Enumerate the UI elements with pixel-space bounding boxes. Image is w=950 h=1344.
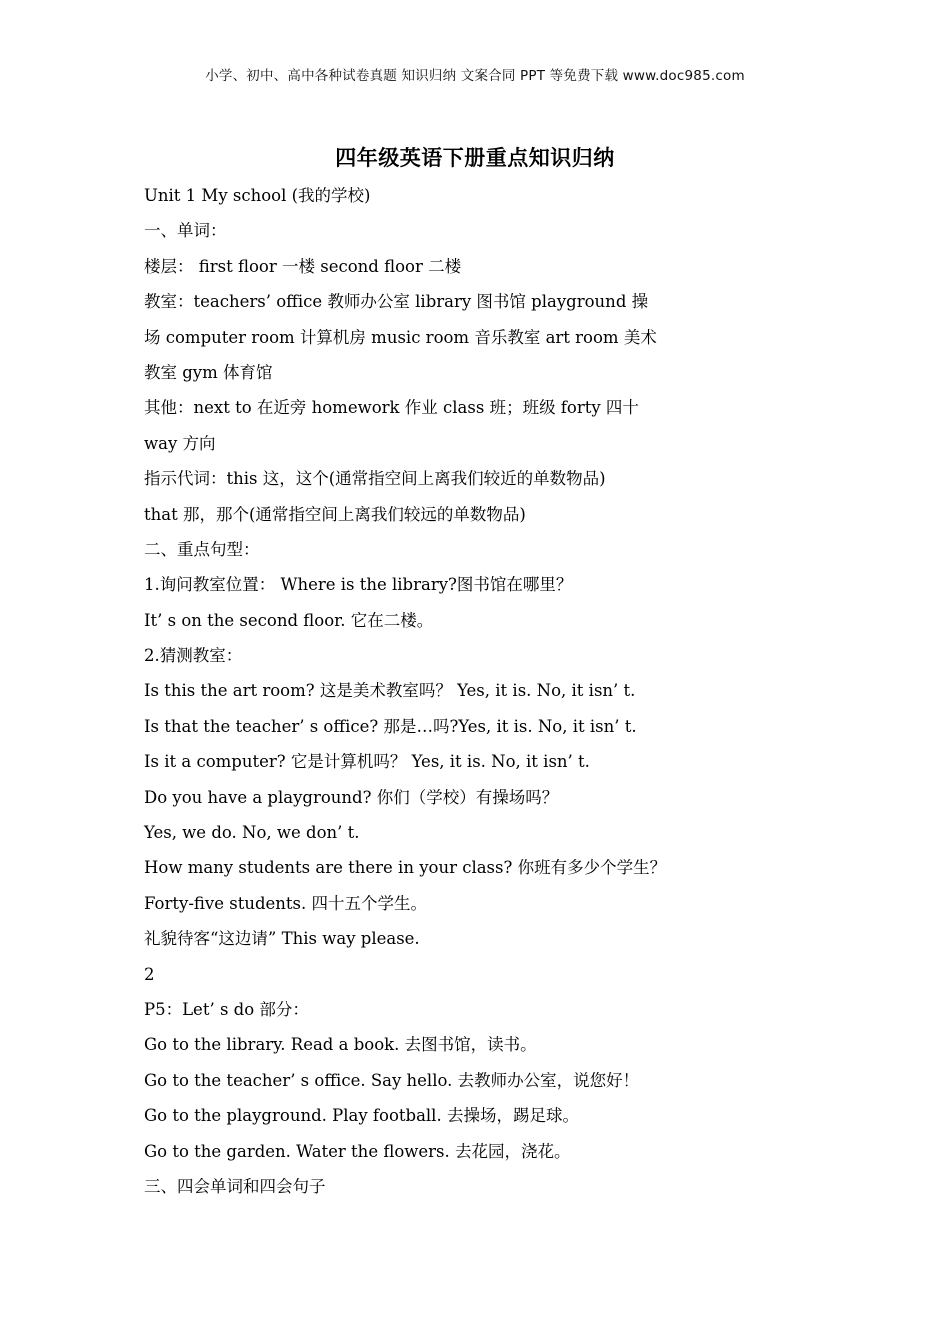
text-line: 楼层： first floor 一楼 second floor 二楼 xyxy=(144,256,462,276)
text-line: It’ s on the second floor. 它在二楼。 xyxy=(144,610,434,630)
unit-heading: Unit 1 My school (我的学校) xyxy=(144,186,371,205)
section-heading-sentences: 二、重点句型： xyxy=(144,539,260,559)
text-line: 礼貌待客“这边请” This way please. xyxy=(144,929,420,949)
page-header: 小学、初中、高中各种试卷真题 知识归纳 文案合同 PPT 等免费下载 www.doc985.com xyxy=(205,68,745,84)
text-line: Go to the library. Read a book. 去图书馆，读书。 xyxy=(144,1035,537,1055)
text-line: Is that the teacher’ s office? 那是…吗?Yes, it is. No, it isn’ t. xyxy=(144,716,637,736)
text-line: Do you have a playground? 你们（学校）有操场吗？ xyxy=(144,787,559,807)
text-line: 其他：next to 在近旁 homework 作业 class 班；班级 forty 四十 xyxy=(144,398,639,418)
text-line: P5：Let’ s do 部分： xyxy=(144,999,309,1019)
page-marker: 2 xyxy=(144,964,155,984)
section-heading-four-skills: 三、四会单词和四会句子 xyxy=(144,1176,326,1196)
text-line: 1.询问教室位置： Where is the library?图书馆在哪里？ xyxy=(144,575,573,595)
text-line: 场 computer room 计算机房 music room 音乐教室 art room 美术 xyxy=(144,327,657,347)
text-line: Go to the teacher’ s office. Say hello. 去教师办公室，说您好！ xyxy=(144,1070,640,1090)
document-body xyxy=(144,178,684,1204)
text-line: 指示代词：this 这，这个(通常指空间上离我们较近的单数物品) xyxy=(144,469,606,489)
text-line: Is it a computer? 它是计算机吗？ Yes, it is. No, it isn’ t. xyxy=(144,752,590,772)
text-line: 教室：teachers’ office 教师办公室 library 图书馆 playground 操 xyxy=(144,292,649,312)
text-line: Forty-five students. 四十五个学生。 xyxy=(144,893,427,913)
text-line: Go to the garden. Water the flowers. 去花园，浇花。 xyxy=(144,1141,571,1161)
text-line: Is this the art room? 这是美术教室吗？ Yes, it is. No, it isn’ t. xyxy=(144,681,636,701)
text-line: How many students are there in your class? 你班有多少个学生？ xyxy=(144,858,667,878)
text-line: Go to the playground. Play football. 去操场，踢足球。 xyxy=(144,1106,579,1126)
text-line: 2.猜测教室： xyxy=(144,646,243,666)
text-line: Yes, we do. No, we don’ t. xyxy=(144,823,360,843)
text-line: 教室 gym 体育馆 xyxy=(144,362,273,382)
document-title: 四年级英语下册重点知识归纳 xyxy=(335,145,615,170)
section-heading-vocabulary: 一、单词： xyxy=(144,221,227,241)
text-line: way 方向 xyxy=(144,433,216,453)
text-line: that 那，那个(通常指空间上离我们较远的单数物品) xyxy=(144,504,526,524)
